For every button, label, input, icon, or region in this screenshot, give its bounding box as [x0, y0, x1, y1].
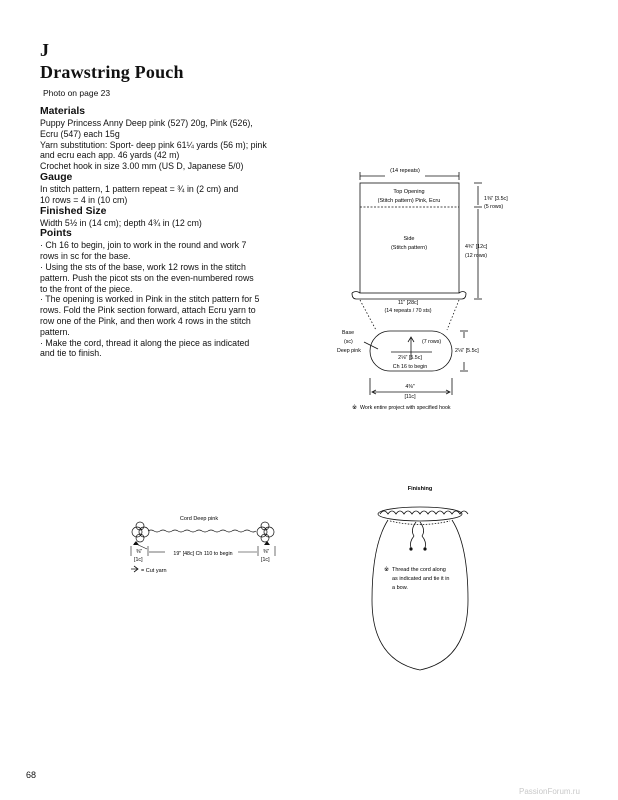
page-number: 68	[26, 770, 37, 780]
cord-tassel-left	[132, 522, 149, 542]
top-opening-dimension: 1⅜" [3.5c]	[484, 196, 508, 202]
watermark: PassionForum.ru	[519, 787, 580, 796]
pattern-title: Drawstring Pouch	[40, 62, 184, 82]
base-color: Deep pink	[337, 348, 361, 354]
hook-note: Work entire project with specified hook	[360, 405, 451, 411]
cord-right-cm: [1c]	[261, 557, 270, 563]
cut-yarn-marker-right	[264, 541, 270, 545]
cut-yarn-legend: = Cut yarn	[141, 568, 167, 574]
finishing-note-line: Thread the cord along	[392, 567, 446, 573]
finishing-note-icon: ※	[384, 567, 390, 573]
finished-size-heading: Finished Size	[40, 205, 107, 217]
points-line: · The opening is worked in Pink in the stitch pattern for 5	[40, 294, 260, 305]
base-width-cm: [11c]	[404, 394, 416, 400]
materials-line: and ecru each app. 46 yards (42 m)	[40, 150, 180, 161]
side-dimension: 4¾" [12c]	[465, 244, 488, 250]
points-line: row one of the Pink, and then work 4 rows in the stitch	[40, 315, 251, 326]
repeats-label: (14 repeats)	[390, 168, 420, 174]
points-line: · Ch 16 to begin, join to work in the round and work 7	[40, 240, 247, 251]
top-opening-title: Top Opening	[393, 189, 425, 195]
gauge-line: 10 rows = 4 in (10 cm)	[40, 194, 128, 205]
finishing-title: Finishing	[407, 486, 433, 492]
side-title: Side	[403, 236, 415, 242]
side-rows: (12 rows)	[465, 253, 488, 259]
materials-line: Crochet hook in size 3.00 mm (US D, Japanese 5/0)	[40, 161, 244, 172]
finished-pouch-illustration	[372, 507, 468, 670]
finishing-note-line: a bow.	[392, 585, 408, 591]
gauge-heading: Gauge	[40, 171, 73, 183]
photo-reference: Photo on page 23	[43, 88, 111, 98]
points-heading: Points	[40, 228, 72, 240]
materials-line: Yarn substitution: Sport- deep pink 61¼ yards (56 m); pink	[40, 139, 267, 150]
base-width-inches: 4⅜"	[405, 384, 415, 390]
points-line: to the front of the piece.	[40, 283, 133, 294]
gauge-line: In stitch pattern, 1 pattern repeat = ¾ in (2 cm) and	[40, 183, 239, 194]
width-stitches: (14 repeats / 70 sts)	[384, 308, 432, 314]
cord-right-inches: ⅜"	[263, 549, 270, 555]
cord-length: 19" [48c] Ch 110 to begin	[173, 551, 233, 557]
top-opening-detail: (Stitch pattern) Pink, Ecru	[377, 198, 441, 204]
chain-start-label: Ch 16 to begin	[392, 364, 428, 370]
base-rows: (7 rows)	[422, 339, 442, 345]
points-line: pattern. Push the picot sts on the even-numbered rows	[40, 272, 254, 283]
finishing-note-line: as indicated and tie it in	[392, 576, 450, 582]
width-dimension: 11" [28c]	[397, 300, 419, 306]
points-line: rows in sc for the base.	[40, 251, 131, 262]
materials-line: Puppy Princess Anny Deep pink (527) 20g, Pink (526),	[40, 118, 253, 128]
side-detail: (Stitch pattern)	[390, 245, 428, 251]
points-line: pattern.	[40, 326, 70, 337]
materials-line: Ecru (547) each 15g	[40, 128, 120, 139]
points-line: and tie to finish.	[40, 348, 102, 359]
top-opening-rows: (5 rows)	[484, 204, 504, 210]
points-line: rows. Fold the Pink section forward, attach Ecru yarn to	[40, 305, 256, 316]
base-label: Base	[342, 330, 355, 336]
cord-tassel-right	[257, 522, 274, 542]
hook-note-icon: ※	[352, 405, 358, 411]
finished-size-line: Width 5½ in (14 cm); depth 4¾ in (12 cm)	[40, 217, 202, 228]
materials-heading: Materials	[40, 106, 86, 117]
inner-dimension: 2⅛" [5.5c]	[398, 355, 422, 361]
cord-left-inches: ⅜"	[136, 549, 143, 555]
points-line: · Make the cord, thread it along the piece as indicated	[40, 337, 250, 348]
points-line: · Using the sts of the base, work 12 rows in the stitch	[40, 261, 246, 272]
base-stitch: (sc)	[344, 339, 353, 345]
base-height-dimension: 2⅛" [5.5c]	[455, 348, 479, 354]
cut-yarn-legend-icon	[131, 566, 138, 572]
cord-chain	[148, 530, 256, 532]
cord-left-cm: [1c]	[134, 557, 143, 563]
cord-title: Cord Deep pink	[179, 516, 219, 522]
pattern-letter: J	[40, 40, 49, 60]
